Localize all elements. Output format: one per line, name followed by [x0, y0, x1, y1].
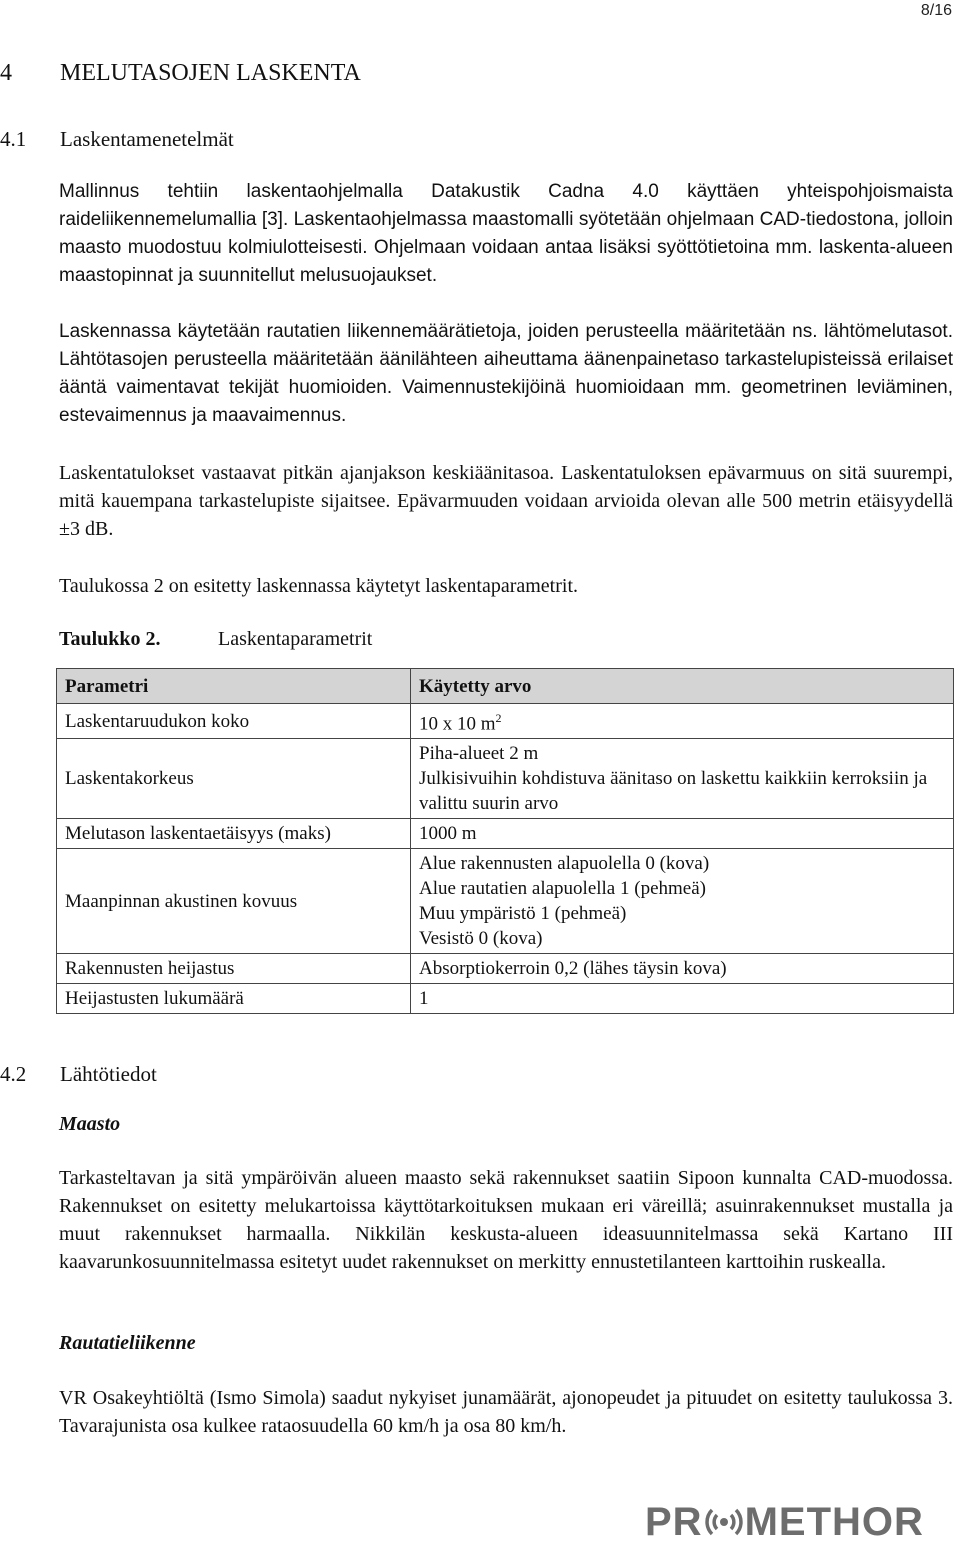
paragraph-maasto: Tarkasteltavan ja sitä ympäröivän alueen maasto sekä rakennukset saatiin Sipoon kunnalta CAD-muodossa. Rakennukset on esitetty melukartoissa käyttötarkoituksen mukaan eri väreillä; asuinrakennukset mustalla ja muut rakennukset harmaalla. Nikkilän keskusta-alueen ideasuunnitelmassa sekä Kartano III kaavarunkosuunnitelmassa esitetyt uudet rakennukset on merkitty ennustetilanteen karttoihin ruskealla. [59, 1167, 953, 1273]
table-cell-param: Maanpinnan akustinen kovuus [57, 849, 411, 954]
subsection-title: Laskentamenetelmät [60, 127, 234, 151]
section-heading [0, 60, 361, 87]
table-caption-label: Taulukko 2. [59, 628, 161, 650]
paragraph-traffic: Laskennassa käytetään rautatien liikennemäärätietoja, joiden perusteella määritetään ns. lähtömelutasot. Lähtötasojen perusteella määritetään äänilähteen aiheuttama äänenpainetaso tarkastelupisteissä erilaiset ääntä vaimentavat tekijät huomioiden. Vaimennustekijöinä huomioidaan mm. geometrinen leviäminen, estevaimennus ja maavaimennus. [59, 321, 953, 426]
table-caption-title: Laskentaparametrit [218, 628, 373, 650]
section-title: MELUTASOJEN LASKENTA [60, 60, 361, 86]
paragraph-table-intro: Taulukossa 2 on esitetty laskennassa käytetyt laskentaparametrit. [59, 575, 579, 597]
paragraph-results: Laskentatulokset vastaavat pitkän ajanjakson keskiäänitasoa. Laskentatuloksen epävarmuus on sitä suurempi, mitä kauempana tarkastelupiste sijaitsee. Epävarmuuden voidaan arvioida olevan alle 500 metrin etäisyydellä ±3 dB. [59, 462, 953, 540]
table-row [57, 739, 954, 819]
parameters-table [56, 668, 954, 1014]
table-cell-param: Laskentaruudukon koko [57, 704, 411, 739]
table-cell-value: 10 x 10 $m^2$ [411, 704, 954, 739]
table-cell-param: Heijastusten lukumäärä [57, 984, 411, 1014]
logo-sound-icon [704, 1502, 744, 1542]
table-cell-value: 1 [411, 984, 954, 1014]
table-row [57, 954, 954, 984]
subsection-number: 4.2 [0, 1062, 27, 1086]
table-cell-value: Alue rakennusten alapuolella 0 (kova) Alue rautatien alapuolella 1 (pehmeä) Muu ympäristö 1 (pehmeä) Vesistö 0 (kova) [411, 849, 954, 954]
rautatie-heading: Rautatieliikenne [59, 1332, 196, 1354]
paragraph-rautatie: VR Osakeyhtiöltä (Ismo Simola) saadut nykyiset junamäärät, ajonopeudet ja pituudet on esitetty taulukossa 3. Tavarajunista osa kulkee rataosuudella 60 km/h ja osa 80 km/h. [59, 1387, 953, 1437]
table-header-value: Käytetty arvo [411, 669, 954, 704]
subsection-heading-4-2 [0, 1062, 157, 1087]
maasto-heading: Maasto [59, 1113, 121, 1135]
table-cell-param: Rakennusten heijastus [57, 954, 411, 984]
section-number: 4 [0, 60, 12, 86]
table-caption [59, 628, 372, 651]
table-row [57, 819, 954, 849]
table-cell-param: Melutason laskentaetäisyys (maks) [57, 819, 411, 849]
table-cell-value: Piha-alueet 2 m Julkisivuihin kohdistuva äänitaso on laskettu kaikkiin kerroksiin ja valittu suurin arvo [411, 739, 954, 819]
superscript: 2 [495, 711, 502, 725]
paragraph-method: Mallinnus tehtiin laskentaohjelmalla Datakustik Cadna 4.0 käyttäen yhteispohjoismaista raideliikennemelumallia [3]. Laskentaohjelmassa maastomalli syötetään ohjelmaan CAD-tiedostona, jolloin maasto muodostuu kolmiulotteisesti. Ohjelmaan voidaan antaa lisäksi syöttötietoina mm. laskenta-alueen maastopinnat ja suunnitellut melusuojaukset. [59, 181, 953, 286]
table-row [57, 984, 954, 1014]
table-cell-param: Laskentakorkeus [57, 739, 411, 819]
subsection-heading-4-1 [0, 127, 234, 152]
table-cell-value: 1000 m [411, 819, 954, 849]
table-row [57, 849, 954, 954]
subsection-number: 4.1 [0, 127, 27, 151]
table-header-row [57, 669, 954, 704]
page-number: 8/16 [920, 2, 952, 19]
table-header-parameter: Parametri [57, 669, 411, 704]
table-cell-value: Absorptiokerroin 0,2 (lähes täysin kova) [411, 954, 954, 984]
subsection-title: Lähtötiedot [60, 1062, 157, 1086]
table-row [57, 704, 954, 739]
promethor-logo: PR METHOR [645, 1499, 924, 1544]
